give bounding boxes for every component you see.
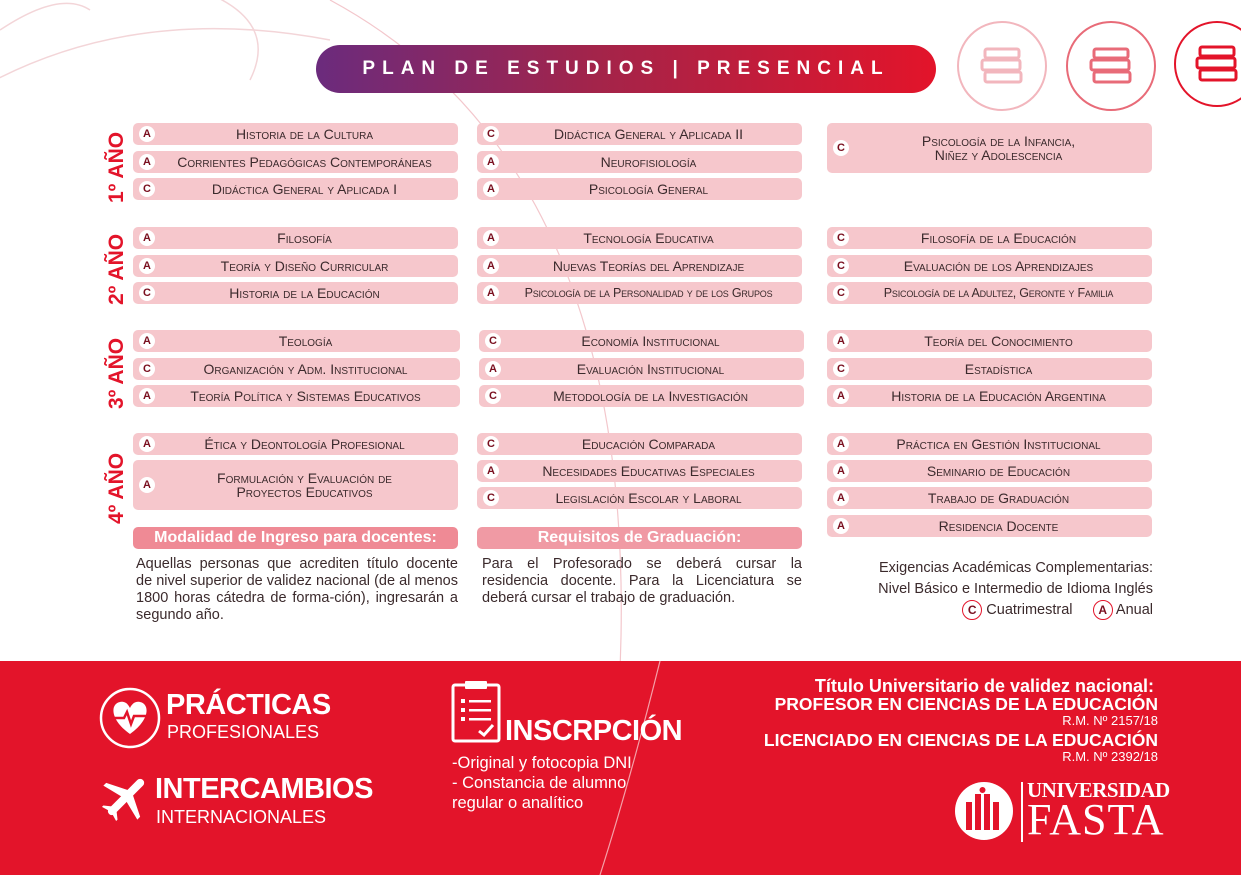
subject-name-line2: Niñez y Adolescencia bbox=[934, 147, 1063, 162]
type-badge: A bbox=[483, 230, 499, 246]
clipboard-checklist-icon bbox=[451, 679, 503, 743]
subject-name: Estadística bbox=[964, 362, 1033, 376]
books-icon bbox=[979, 46, 1025, 86]
subject-name-line2: Proyectos Educativos bbox=[236, 484, 373, 499]
type-badge: C bbox=[139, 285, 155, 301]
legend bbox=[820, 600, 1153, 621]
titulo-block bbox=[764, 677, 1158, 765]
ingreso-text: Aquellas personas que acrediten título docente de nivel superior de validez nacional (de al menos 1800 horas cátedra de forma-ción), ingresarán a segundo año. bbox=[136, 556, 458, 623]
type-badge: A bbox=[833, 388, 849, 404]
practicas-sub: PROFESIONALES bbox=[167, 722, 320, 742]
subject-name: Filosofía bbox=[277, 231, 332, 245]
subject-pill bbox=[477, 178, 802, 200]
footer-banner bbox=[0, 661, 1241, 875]
type-badge: A bbox=[139, 477, 155, 493]
type-badge: A bbox=[139, 126, 155, 142]
subject-name: Psicología de la Adultez, Geronte y Familia bbox=[883, 286, 1114, 300]
subject-name: Evaluación de los Aprendizajes bbox=[903, 259, 1094, 273]
type-badge: C bbox=[485, 388, 501, 404]
subject-name: Trabajo de Graduación bbox=[927, 491, 1070, 505]
subject-name: Psicología de la Personalidad y de los Grupos bbox=[524, 286, 773, 300]
subject-name: Nuevas Teorías del Aprendizaje bbox=[552, 259, 745, 273]
type-badge: A bbox=[833, 436, 849, 452]
books-icon bbox=[1088, 46, 1134, 86]
subject-pill bbox=[133, 330, 460, 352]
titulo-profesor: PROFESOR EN CIENCIAS DE LA EDUCACIÓN bbox=[774, 694, 1158, 714]
exigencias-line1: Exigencias Académicas Complementarias: bbox=[878, 560, 1153, 576]
subject-name-line1: Formulación y Evaluación de bbox=[217, 471, 392, 486]
graduacion-text: Para el Profesorado se deberá cursar la residencia docente. Para la Licenciatura se deberá cursar el trabajo de graduación. bbox=[482, 556, 802, 606]
type-badge: A bbox=[139, 230, 155, 246]
type-badge: A bbox=[139, 154, 155, 170]
subject-pill bbox=[133, 385, 460, 407]
subject-name: Práctica en Gestión Institucional bbox=[896, 437, 1101, 451]
logo-line1: UNIVERSIDAD bbox=[1027, 778, 1170, 802]
subject-name: Ética y Deontología Profesional bbox=[204, 437, 405, 451]
logo-divider bbox=[1021, 782, 1023, 842]
subject-name: Psicología General bbox=[588, 182, 709, 196]
university-logo bbox=[953, 778, 1170, 848]
subject-name: Teología bbox=[278, 334, 333, 348]
subject-name: Educación Comparada bbox=[581, 437, 716, 451]
subject-pill bbox=[477, 255, 802, 277]
logo-line2: FASTA bbox=[1027, 795, 1165, 844]
airplane-icon bbox=[100, 771, 152, 823]
subject-pill bbox=[477, 487, 802, 509]
books-circle-3 bbox=[1174, 21, 1241, 107]
subject-name: Organización y Adm. Institucional bbox=[203, 362, 408, 376]
subject-pill bbox=[479, 358, 804, 380]
subject-pill bbox=[827, 282, 1152, 304]
subject-name: Historia de la Educación bbox=[229, 286, 380, 300]
subject-name: Residencia Docente bbox=[938, 519, 1059, 533]
subject-pill bbox=[477, 151, 802, 173]
university-emblem-icon bbox=[953, 780, 1015, 842]
year-label-4: 4º AÑO bbox=[105, 452, 128, 524]
subject-name: Legislación Escolar y Laboral bbox=[555, 491, 742, 505]
inscripcion-title: INSCRPCIÓN bbox=[505, 715, 683, 747]
inscripcion-item: -Original y fotocopia DNI bbox=[452, 754, 632, 772]
books-icon bbox=[1194, 44, 1240, 84]
subject-pill bbox=[479, 330, 804, 352]
subject-pill bbox=[133, 460, 458, 510]
rm-profesor: R.M. Nº 2157/18 bbox=[1062, 713, 1158, 728]
type-badge: A bbox=[139, 436, 155, 452]
type-badge: C bbox=[833, 361, 849, 377]
type-badge: A bbox=[833, 333, 849, 349]
subject-pill bbox=[827, 123, 1152, 173]
subject-pill bbox=[477, 460, 802, 482]
subject-pill bbox=[827, 515, 1152, 537]
titulo-licenciado: LICENCIADO EN CIENCIAS DE LA EDUCACIÓN bbox=[763, 730, 1158, 750]
year-label-1: 1º AÑO bbox=[105, 131, 128, 203]
type-badge: C bbox=[485, 333, 501, 349]
inscripcion-item: regular o analítico bbox=[452, 794, 584, 812]
practicas-title: PRÁCTICAS bbox=[166, 689, 331, 721]
exigencias-line2: Nivel Básico e Intermedio de Idioma Inglés bbox=[878, 581, 1153, 597]
type-badge: A bbox=[139, 388, 155, 404]
type-badge: C bbox=[139, 181, 155, 197]
type-badge: C bbox=[483, 126, 499, 142]
type-badge: A bbox=[833, 490, 849, 506]
subject-pill bbox=[133, 178, 458, 200]
subject-name: Economía Institucional bbox=[581, 334, 720, 348]
subject-pill bbox=[133, 358, 460, 380]
subject-pill bbox=[133, 123, 458, 145]
subject-name: Historia de la Cultura bbox=[235, 127, 374, 141]
type-badge: C bbox=[833, 230, 849, 246]
legend-a-label: Anual bbox=[1115, 602, 1153, 618]
books-circle-1 bbox=[957, 21, 1047, 111]
type-badge: C bbox=[139, 361, 155, 377]
subject-name: Didáctica General y Aplicada I bbox=[211, 182, 398, 196]
subject-pill bbox=[477, 123, 802, 145]
subject-pill bbox=[827, 385, 1152, 407]
subject-name: Teoría y Diseño Curricular bbox=[220, 259, 389, 273]
intercambios-title: INTERCAMBIOS bbox=[155, 773, 373, 805]
titulo-intro: Título Universitario de validez nacional: bbox=[814, 676, 1154, 696]
type-badge: A bbox=[483, 463, 499, 479]
subject-name: Filosofía de la Educación bbox=[920, 231, 1077, 245]
type-badge: A bbox=[833, 463, 849, 479]
type-badge: C bbox=[483, 490, 499, 506]
type-badge: C bbox=[833, 140, 849, 156]
subject-name: Metodología de la Investigación bbox=[553, 389, 748, 403]
rm-licenciado: R.M. Nº 2392/18 bbox=[1062, 749, 1158, 764]
type-badge: A bbox=[483, 181, 499, 197]
subject-name: Tecnología Educativa bbox=[583, 231, 714, 245]
type-badge: A bbox=[485, 361, 501, 377]
subject-pill bbox=[133, 282, 458, 304]
subject-pill bbox=[827, 460, 1152, 482]
subject-name: Historia de la Educación Argentina bbox=[891, 389, 1106, 403]
subject-pill bbox=[133, 255, 458, 277]
subject-pill bbox=[133, 227, 458, 249]
subject-name: Teoría del Conocimiento bbox=[924, 334, 1073, 348]
subject-pill bbox=[477, 433, 802, 455]
subject-name: Evaluación Institucional bbox=[576, 362, 725, 376]
type-badge: C bbox=[483, 436, 499, 452]
books-circle-2 bbox=[1066, 21, 1156, 111]
exigencias-notes bbox=[820, 558, 1153, 621]
subject-pill bbox=[477, 282, 802, 304]
type-badge: A bbox=[139, 333, 155, 349]
ingreso-heading: Modalidad de Ingreso para docentes: bbox=[133, 527, 458, 549]
subject-name: Necesidades Educativas Especiales bbox=[542, 464, 755, 478]
legend-a-badge: A bbox=[1093, 600, 1113, 620]
subject-name-line1: Psicología de la Infancia, bbox=[921, 134, 1076, 149]
subject-pill bbox=[827, 433, 1152, 455]
intercambios-sub: INTERNACIONALES bbox=[156, 807, 327, 827]
subject-name: Teoría Política y Sistemas Educativos bbox=[190, 389, 421, 403]
subject-pill bbox=[827, 330, 1152, 352]
type-badge: C bbox=[833, 285, 849, 301]
subject-pill bbox=[133, 433, 458, 455]
subject-pill bbox=[133, 151, 458, 173]
year-label-2: 2º AÑO bbox=[105, 233, 128, 305]
inscripcion-item: - Constancia de alumno bbox=[452, 774, 627, 792]
type-badge: A bbox=[833, 518, 849, 534]
heart-pulse-icon bbox=[98, 686, 162, 750]
subject-name: Neurofisiología bbox=[600, 155, 697, 169]
subject-pill bbox=[477, 227, 802, 249]
subject-name: Didáctica General y Aplicada II bbox=[553, 127, 744, 141]
subject-pill bbox=[827, 227, 1152, 249]
graduacion-heading: Requisitos de Graduación: bbox=[477, 527, 802, 549]
subject-pill bbox=[827, 255, 1152, 277]
type-badge: A bbox=[139, 258, 155, 274]
plan-de-estudios-header: PLAN DE ESTUDIOS | PRESENCIAL bbox=[316, 45, 936, 93]
subject-pill bbox=[827, 487, 1152, 509]
subject-pill bbox=[479, 385, 804, 407]
year-label-3: 3º AÑO bbox=[105, 337, 128, 409]
legend-c-label: Cuatrimestral bbox=[986, 602, 1073, 618]
type-badge: A bbox=[483, 285, 499, 301]
subject-pill bbox=[827, 358, 1152, 380]
subject-name: Seminario de Educación bbox=[926, 464, 1071, 478]
type-badge: A bbox=[483, 154, 499, 170]
subject-name: Corrientes Pedagógicas Contemporáneas bbox=[177, 155, 432, 169]
legend-c-badge: C bbox=[962, 600, 982, 620]
type-badge: A bbox=[483, 258, 499, 274]
type-badge: C bbox=[833, 258, 849, 274]
